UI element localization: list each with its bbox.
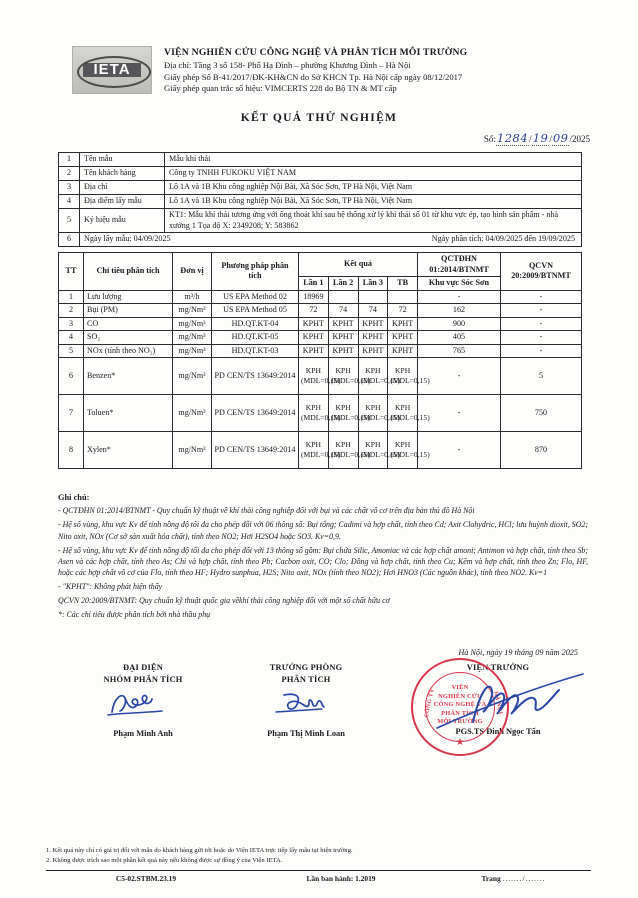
cell-run3: 74: [358, 304, 388, 318]
cell-avg: KPHT: [388, 317, 418, 331]
note-line: - Hệ số vùng, khu vực Kv để tính nồng độ tối đa cho phép đối với 06 thông số: Bụi tổng; Cadimi và hợp chất, tính theo Cd; Axit Clohydric, HCl; lưu huỳnh dioxit, SO2; Nito oxit, NOx (Cơ sở sản xuất hóa chất), tính theo NO2; Hơi H2SO4 hoặc SO3. Kv=0,9.: [58, 520, 588, 541]
info-value: Công ty TNHH FUKOKU VIỆT NAM: [165, 167, 582, 181]
table-header-row: [59, 253, 582, 277]
cell-run1: KPH (MDL=0,15): [299, 395, 329, 432]
seal-arc-right: HÀ NỘI: [491, 690, 503, 716]
document-number-sep3: /: [569, 134, 572, 144]
cell-indicator: Lưu lượng: [84, 290, 173, 304]
cell-run2: KPH (MDL=0,15): [328, 395, 358, 432]
info-index: 4: [59, 195, 80, 209]
document-number: [484, 131, 590, 145]
cell-run2: [328, 290, 358, 304]
notes-section: [58, 492, 588, 623]
footer-edition: Lần ban hành: 1.2019: [306, 874, 376, 883]
col-header-qctdhn-sub: Khu vực Sóc Sơn: [418, 277, 501, 291]
table-row: [59, 331, 582, 345]
cell-unit: mg/Nm³: [173, 395, 212, 432]
signature-role-line1: TRƯỞNG PHÒNG: [269, 663, 343, 672]
cell-qcvn: 5: [501, 358, 582, 395]
cell-indicator: Xylen*: [84, 432, 173, 469]
cell-run2: KPH (MDL=0,15): [328, 358, 358, 395]
cell-unit: mg/Nm³: [173, 317, 212, 331]
cell-qcvn: 750: [501, 395, 582, 432]
cell-run2: KPHT: [328, 317, 358, 331]
signature-role-line1: ĐẠI DIỆN: [123, 663, 163, 672]
cell-run1: 18969: [299, 290, 329, 304]
analysis-date: Ngày phân tích: 04/09/2025 đến 19/09/2025: [431, 234, 575, 244]
seal-star-icon: ★: [455, 737, 465, 748]
cell-tt: 7: [59, 395, 84, 432]
organization-block: [164, 46, 572, 95]
signature-date: Hà Nội, ngày 19 tháng 09 năm 2025: [458, 648, 578, 657]
cell-tt: 6: [59, 358, 84, 395]
cell-run1: KPH (MDL=0,15): [299, 358, 329, 395]
cell-unit: mg/Nm³: [173, 304, 212, 318]
document-number-prefix: Số:: [483, 134, 496, 144]
cell-run2: KPHT: [328, 344, 358, 358]
table-row: [59, 432, 582, 469]
cell-method: PD CEN/TS 13649:2014: [212, 432, 299, 469]
official-seal-stamp: [411, 658, 509, 756]
footer-page-label: Trang: [481, 874, 501, 883]
cell-method: US EPA Method 05: [212, 304, 299, 318]
cell-indicator: CO: [84, 317, 173, 331]
cell-qctdhn: -: [418, 358, 501, 395]
cell-qcvn: 870: [501, 432, 582, 469]
col-header-unit: Đơn vị: [173, 253, 212, 291]
document-number-sep1: /: [529, 134, 532, 144]
cell-tt: 2: [59, 304, 84, 318]
cell-avg: [388, 290, 418, 304]
info-label: Địa chỉ: [80, 181, 165, 195]
organization-license: Giấy phép Số B-41/2017/ĐK-KH&CN do Sở KHCN Tp. Hà Nội cấp ngày 08/12/2017: [164, 71, 463, 82]
cell-run1: KPHT: [299, 331, 329, 345]
info-index: 5: [59, 209, 80, 233]
col-header-qctdhn: QCTĐHN 01:2014/BTNMT: [418, 253, 501, 277]
footer-page-dots: ......./.......: [502, 874, 546, 883]
signature-name: Phạm Thị Minh Loan: [267, 729, 345, 738]
info-value: Lô 1A và 1B Khu công nghiệp Nội Bài, Xã Sóc Sơn, TP Hà Nội, Việt Nam: [165, 195, 582, 209]
seal-line-5: MÔI TRƯỜNG: [437, 718, 483, 726]
table-row: [59, 344, 582, 358]
note-line: - Hệ số vùng, khu vực Kv để tính nồng độ tối đa cho phép đối với 13 thông số gồm: Bụi chứa Silic, Amoniac và các hợp chất amoni; Antimon và hợp chất, tính theo Sb; Asen và các hợp chất, tính theo As; Chì và hợp chất, tính theo Pb; Cacbon oxit, CO; Clo; Đồng và hợp chất, tính theo Cu; Kẽm và hợp chất, tính theo Zn; Flo, HF, hoặc các hợp chất vô cơ của Flo, tính theo HF; Hydro sunphua, H2S; Nito oxit, NOx (tính theo NO2); Hơi HNO3 (Các nguồn khác), tính theo NO2. Kv=1: [58, 545, 588, 578]
cell-indicator: Bụi (PM): [84, 304, 173, 318]
info-label: Tên khách hàng: [80, 167, 165, 181]
info-date-cell: [80, 233, 582, 247]
table-row: [59, 290, 582, 304]
cell-method: HD.QT.KT-04: [212, 317, 299, 331]
seal-arc-left: CÔNG TY: [423, 687, 436, 719]
cell-qcvn: -: [501, 290, 582, 304]
sampling-date: Ngày lấy mẫu: 04/09/2025: [84, 234, 171, 244]
note-line: - QCTĐHN 01:2014/BTNMT - Quy chuẩn kỹ thuật về khí thải công nghiệp đối với bụi và các chất vô cơ trên địa bàn thủ đô Hà Nội: [58, 506, 475, 516]
cell-indicator: NOx (tính theo NO₂): [84, 344, 173, 358]
letterhead: [72, 46, 572, 95]
cell-qcvn: -: [501, 304, 582, 318]
cell-tt: 4: [59, 331, 84, 345]
cell-run2: 74: [328, 304, 358, 318]
table-row: [59, 358, 582, 395]
cell-run2: KPHT: [328, 331, 358, 345]
cell-run1: KPHT: [299, 344, 329, 358]
table-row: [59, 233, 582, 247]
cell-qctdhn: -: [418, 395, 501, 432]
col-header-run3: Lần 3: [358, 277, 388, 291]
cell-tt: 8: [59, 432, 84, 469]
ieta-logo: [72, 46, 152, 94]
document-number-seq: 1284: [496, 131, 529, 145]
info-value: KT1: Mẫu khí thải tương ứng với ống thoát khí sau hệ thống xử lý khí thải số 01 từ khu vực ép, tạo hình sản phẩm - nhà xưởng 1 Tọa độ X: 2349208; Y: 583862: [165, 209, 582, 233]
table-row: [59, 304, 582, 318]
cell-run3: KPH (MDL=0,15): [358, 432, 388, 469]
cell-run3: KPH (MDL=0,15): [358, 395, 388, 432]
table-row: [59, 167, 582, 181]
document-number-sep2: /: [549, 134, 552, 144]
footer-note-2: 2. Không được trích sao một phần kết quả này nếu không được sự đồng ý của Viện IETA.: [46, 856, 283, 864]
cell-indicator: SO₂: [84, 331, 173, 345]
seal-line-1: VIỆN: [451, 684, 469, 691]
seal-line-4: PHÂN TÍCH: [441, 709, 479, 717]
cell-avg: KPHT: [388, 344, 418, 358]
cell-unit: m³/h: [173, 290, 212, 304]
cell-run3: KPHT: [358, 317, 388, 331]
col-header-run1: Lần 1: [299, 277, 329, 291]
cell-method: HD.QT.KT-05: [212, 331, 299, 345]
cell-avg: KPH (MDL=0,15): [388, 358, 418, 395]
organization-monitoring-license: Giấy phép quan trắc số hiệu: VIMCERTS 228 do Bộ TN & MT cấp: [164, 83, 397, 94]
notes-heading: Ghi chú:: [58, 493, 90, 502]
cell-run3: [358, 290, 388, 304]
cell-tt: 5: [59, 344, 84, 358]
table-row: [59, 209, 582, 233]
cell-tt: 3: [59, 317, 84, 331]
logo-label: IETA: [93, 61, 131, 78]
note-line: - "KPHT": Không phát hiện thấy: [58, 582, 163, 592]
organization-name: VIỆN NGHIÊN CỨU CÔNG NGHỆ VÀ PHÂN TÍCH MÔI TRƯỜNG: [164, 47, 468, 58]
cell-qcvn: -: [501, 317, 582, 331]
cell-method: HD.QT.KT-03: [212, 344, 299, 358]
cell-qctdhn: 765: [418, 344, 501, 358]
document-number-month: 19: [532, 131, 549, 145]
signature-role-line2: NHÓM PHÂN TÍCH: [103, 674, 183, 684]
col-header-method: Phương pháp phân tích: [212, 253, 299, 291]
cell-qcvn: -: [501, 331, 582, 345]
info-value: Lô 1A và 1B Khu công nghiệp Nội Bài, Xã Sóc Sơn, TP Hà Nội, Việt Nam: [165, 181, 582, 195]
info-index: 3: [59, 181, 80, 195]
cell-method: US EPA Method 02: [212, 290, 299, 304]
footer-divider: [46, 870, 591, 871]
cell-unit: mg/Nm³: [173, 358, 212, 395]
col-header-avg: TB: [388, 277, 418, 291]
col-header-run2: Lần 2: [328, 277, 358, 291]
signature-block-lab-head: [226, 662, 386, 738]
table-row: [59, 195, 582, 209]
cell-method: PD CEN/TS 13649:2014: [212, 358, 299, 395]
col-header-tt: TT: [59, 253, 84, 291]
cell-qcvn: -: [501, 344, 582, 358]
info-value: Mẫu khí thải: [165, 153, 582, 167]
document-number-year: 2025: [572, 134, 590, 144]
page-title: KẾT QUẢ THỬ NGHIỆM: [240, 112, 398, 124]
cell-qctdhn: -: [418, 290, 501, 304]
table-row: [59, 153, 582, 167]
cell-qctdhn: 405: [418, 331, 501, 345]
col-header-result-group: Kết quả: [299, 253, 418, 277]
signature-name: Phạm Minh Anh: [113, 729, 173, 738]
analysis-results-table: [58, 252, 582, 469]
signature-block-analyst: [68, 662, 218, 738]
cell-unit: mg/Nm³: [173, 331, 212, 345]
table-row: [59, 395, 582, 432]
footer-notes: [46, 846, 591, 865]
footer-form-code: C5-02.STBM.23.19: [115, 874, 177, 883]
footer-note-1: 1. Kết quả này chỉ có giá trị đối với mẫu do khách hàng gửi tới hoặc do Viện IETA trực tiếp lấy mẫu tại hiện trường.: [46, 847, 353, 854]
cell-run3: KPHT: [358, 331, 388, 345]
info-label: Địa điểm lấy mẫu: [80, 195, 165, 209]
table-row: [59, 317, 582, 331]
cell-avg: KPHT: [388, 331, 418, 345]
cell-avg: KPH (MDL=0,15): [388, 432, 418, 469]
cell-run3: KPHT: [358, 344, 388, 358]
cell-method: PD CEN/TS 13649:2014: [212, 395, 299, 432]
info-index: 2: [59, 167, 80, 181]
cell-run1: 72: [299, 304, 329, 318]
cell-run1: KPHT: [299, 317, 329, 331]
footer-bar: [46, 874, 591, 883]
cell-run2: KPH (MDL=0,15): [328, 432, 358, 469]
info-label: Ký hiệu mẫu: [80, 209, 165, 233]
organization-address: Địa chỉ: Tầng 3 số 158- Phố Hạ Đình – phường Khương Đình – Hà Nội: [164, 60, 411, 70]
cell-run3: KPH (MDL=0,15): [358, 358, 388, 395]
note-line: QCVN 20:2009/BTNMT: Quy chuẩn kỹ thuật quốc gia vềkhí thải công nghiệp đối với một số chất hữu cơ: [58, 596, 390, 606]
col-header-qcvn: QCVN 20:2009/BTNMT: [501, 253, 582, 291]
col-header-indicator: Chỉ tiêu phân tích: [84, 253, 173, 291]
signature-area: [58, 648, 588, 768]
cell-avg: 72: [388, 304, 418, 318]
cell-run1: KPH (MDL=0,15): [299, 432, 329, 469]
cell-indicator: Benzen*: [84, 358, 173, 395]
info-index: 1: [59, 153, 80, 167]
cell-qctdhn: -: [418, 432, 501, 469]
document-number-day: 09: [552, 131, 569, 145]
signature-role-line2: PHÂN TÍCH: [281, 674, 331, 684]
note-line: *: Các chỉ tiêu được phân tích bởi nhà thầu phụ: [58, 610, 211, 620]
seal-line-3: CÔNG NGHỆ VÀ: [433, 701, 487, 709]
cell-tt: 1: [59, 290, 84, 304]
info-label: Tên mẫu: [80, 153, 165, 167]
info-index: 6: [59, 233, 80, 247]
cell-avg: KPH (MDL=0,15): [388, 395, 418, 432]
cell-unit: mg/Nm³: [173, 344, 212, 358]
footer-page: [436, 874, 591, 883]
cell-indicator: Toluen*: [84, 395, 173, 432]
table-row: [59, 181, 582, 195]
signature-name: PGS.TS Đinh Ngọc Tấn: [455, 726, 541, 736]
signature-role-line1: VIỆN TRƯỞNG: [466, 663, 530, 672]
sample-info-table: [58, 152, 582, 247]
cell-qctdhn: 162: [418, 304, 501, 318]
cell-unit: mg/Nm³: [173, 432, 212, 469]
cell-qctdhn: 900: [418, 317, 501, 331]
seal-line-2: NGHIÊN CỨU: [438, 692, 482, 700]
